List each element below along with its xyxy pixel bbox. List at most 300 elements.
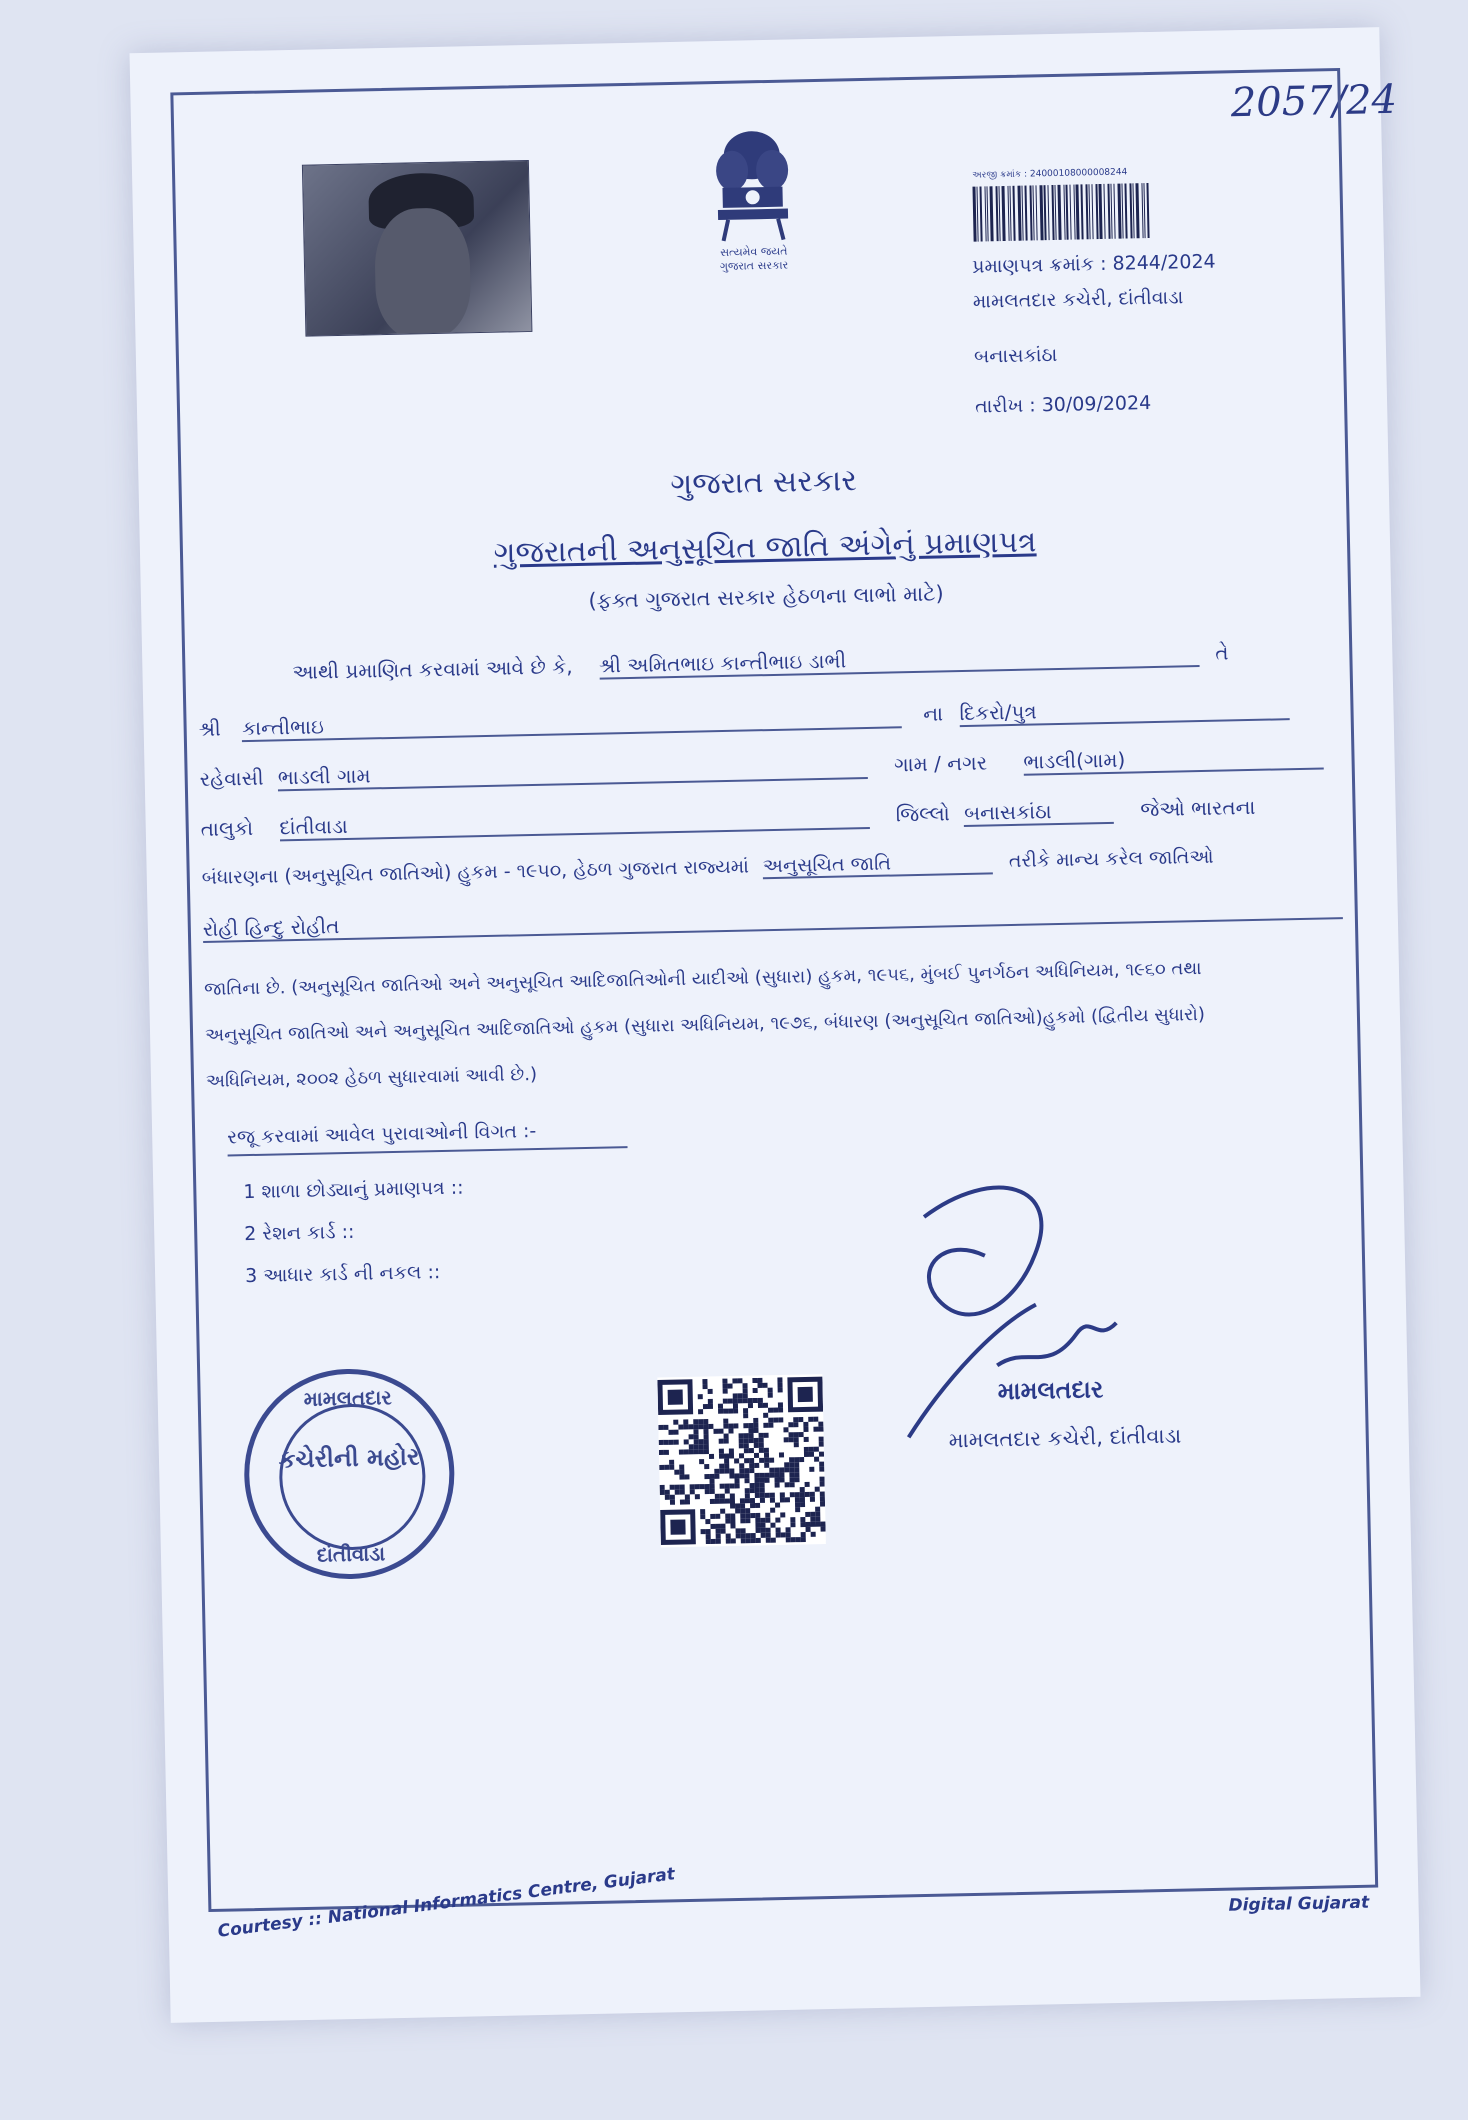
taluka-value: દાંતીવાડા [279, 813, 349, 840]
qr-module [730, 1493, 735, 1498]
qr-module [737, 1378, 742, 1383]
qr-module [766, 1533, 771, 1538]
cert-number-label: પ્રમાણપત્ર ક્રમાંક : [971, 252, 1107, 278]
qr-module [704, 1439, 709, 1444]
qr-module [815, 1487, 820, 1492]
qr-module [764, 1453, 769, 1458]
qr-module [753, 1428, 758, 1433]
qr-module [740, 1498, 745, 1503]
qr-module [798, 1387, 813, 1402]
qr-module [799, 1432, 804, 1437]
qr-module [720, 1509, 725, 1514]
qr-module [798, 1417, 803, 1422]
qr-module [724, 1434, 729, 1439]
intro-text: આથી પ્રમાણિત કરવામાં આવે છે કે, [292, 654, 573, 685]
qr-module [761, 1533, 766, 1538]
ack-label: અરજી ક્રમાંક : [972, 169, 1028, 181]
qr-module [748, 1423, 753, 1428]
qr-module [733, 1403, 738, 1408]
qr-module [729, 1453, 734, 1458]
qr-module [800, 1487, 805, 1492]
qr-module [663, 1425, 668, 1430]
barcode-bar [1001, 186, 1005, 241]
photo-face [374, 207, 472, 336]
footer-brand: Digital Gujarat [1228, 1892, 1370, 1916]
qr-module [795, 1497, 800, 1502]
qr-module [770, 1523, 775, 1528]
document-item: 3 આધાર કાર્ડ ની નકલ :: [244, 1261, 441, 1288]
qr-module [744, 1468, 749, 1473]
documents-list [243, 1167, 466, 1298]
qr-module [739, 1433, 744, 1438]
qr-module [709, 1454, 714, 1459]
qr-module [819, 1462, 824, 1467]
qr-module [770, 1508, 775, 1513]
qr-module [754, 1463, 759, 1468]
qr-module [716, 1534, 721, 1539]
qr-module [800, 1517, 805, 1522]
barcode-bar [1143, 183, 1145, 238]
qr-module [776, 1527, 781, 1532]
qr-module [769, 1458, 774, 1463]
qr-module [670, 1519, 685, 1534]
qr-module [679, 1474, 684, 1479]
qr-module [668, 1390, 683, 1405]
qr-module [699, 1444, 704, 1449]
qr-module [741, 1528, 746, 1533]
qr-module [753, 1418, 758, 1423]
qr-module [741, 1533, 746, 1538]
qr-module [684, 1474, 689, 1479]
barcode-bar [1135, 183, 1139, 238]
qr-module [755, 1523, 760, 1528]
qr-module [800, 1497, 805, 1502]
certificate-paper [130, 27, 1421, 2023]
resident-value: ભાડલી ગામ [277, 763, 371, 790]
qr-module [764, 1478, 769, 1483]
qr-module [703, 1384, 708, 1389]
qr-module [725, 1499, 730, 1504]
qr-module [749, 1448, 754, 1453]
qr-module [751, 1533, 756, 1538]
qr-module [739, 1463, 744, 1468]
qr-module [764, 1448, 769, 1453]
handwritten-reference: 2057/24 [1230, 76, 1398, 127]
te-text: તે [1214, 640, 1229, 665]
qr-module [743, 1398, 748, 1403]
cert-number: 8244/2024 [1112, 250, 1216, 275]
qr-module [730, 1513, 735, 1518]
qr-module [770, 1493, 775, 1498]
qr-module [804, 1437, 809, 1442]
legal-para-line-1: જાતિના છે. (અનુસૂચિત જાતિઓ અને અનુસૂચિત આદિજાતિઓની યાદીઓ (સુધારા) હુકમ, ૧૯૫૬, મુંબઈ પુનર્ગઠન અધિનિયમ, ૧૯૬૦ તથા [203, 958, 1202, 1000]
shri-text: શ્રી [198, 716, 221, 742]
qr-module [766, 1528, 771, 1533]
ack-number: 24000108000008244 [1029, 167, 1128, 180]
qr-module [710, 1489, 715, 1494]
qr-module [755, 1493, 760, 1498]
qr-module [784, 1467, 789, 1472]
qr-module [738, 1398, 743, 1403]
qr-module [754, 1453, 759, 1458]
barcode-bar [1091, 184, 1093, 239]
qr-module [720, 1524, 725, 1529]
qr-module [778, 1387, 783, 1392]
qr-module [706, 1534, 711, 1539]
qr-module [784, 1462, 789, 1467]
qr-module [699, 1449, 704, 1454]
qr-module [679, 1464, 684, 1469]
barcode-bar [1069, 185, 1071, 240]
qr-module [700, 1514, 705, 1519]
qr-module [673, 1430, 678, 1435]
qr-code [657, 1374, 826, 1547]
district-value: બનાસકાંઠા [963, 799, 1052, 825]
qr-module [719, 1464, 724, 1469]
government-title: ગુજરાત સરકાર [670, 463, 858, 503]
qr-module [754, 1443, 759, 1448]
seal-bottom-text: દાંતીવાડા [316, 1541, 386, 1567]
qr-module [745, 1493, 750, 1498]
qr-module [779, 1452, 784, 1457]
qr-module [789, 1472, 794, 1477]
qr-module [786, 1527, 791, 1532]
qr-module [703, 1424, 708, 1429]
qr-module [801, 1537, 806, 1542]
qr-module [728, 1408, 733, 1413]
qr-module [723, 1409, 728, 1414]
qr-module [777, 1382, 782, 1387]
qr-module [781, 1532, 786, 1537]
qr-module [698, 1409, 703, 1414]
qr-module [745, 1488, 750, 1493]
qr-module [751, 1538, 756, 1543]
qr-module [708, 1404, 713, 1409]
qr-module [728, 1428, 733, 1433]
qr-module [718, 1409, 723, 1414]
qr-module [794, 1467, 799, 1472]
qr-module [741, 1538, 746, 1543]
qr-module [788, 1422, 793, 1427]
recognised-text: તરીકે માન્ય કરેલ જાતિઓ [1008, 845, 1214, 873]
date-label: તારીખ : [974, 394, 1036, 418]
resident-label: રહેવાસી [199, 765, 264, 791]
qr-module [660, 1485, 665, 1490]
qr-module [693, 1429, 698, 1434]
barcode-bar [1098, 184, 1102, 239]
qr-module [795, 1507, 800, 1512]
signatory-title: મામલતદાર [997, 1375, 1104, 1406]
qr-module [678, 1425, 683, 1430]
qr-module [684, 1439, 689, 1444]
qr-module [709, 1479, 714, 1484]
documents-heading: રજૂ કરવામાં આવેલ પુરાવાઓની વિગત :- [227, 1118, 628, 1156]
qr-module [761, 1528, 766, 1533]
qr-module [815, 1522, 820, 1527]
qr-module [778, 1402, 783, 1407]
qr-module [790, 1517, 795, 1522]
qr-module [722, 1379, 727, 1384]
qr-module [759, 1448, 764, 1453]
qr-module [708, 1399, 713, 1404]
applicant-name: શ્રી અમિતભાઇ કાન્તીભાઇ ડાભી [598, 648, 847, 678]
qr-module [698, 1394, 703, 1399]
qr-module [810, 1517, 815, 1522]
qr-module [750, 1503, 755, 1508]
qr-module [818, 1427, 823, 1432]
caste-value: રોહી હિન્દુ રોહીત [202, 914, 340, 941]
qr-module [753, 1423, 758, 1428]
qr-module [708, 1389, 713, 1394]
qr-module [749, 1463, 754, 1468]
seal-middle-text: કચેરીની મહોર [278, 1442, 420, 1474]
qr-module [716, 1539, 721, 1544]
qr-module [759, 1473, 764, 1478]
district-field [964, 798, 1115, 827]
qr-module [723, 1384, 728, 1389]
qr-module [789, 1477, 794, 1482]
qr-module [809, 1447, 814, 1452]
qr-module [680, 1499, 685, 1504]
qr-module [759, 1443, 764, 1448]
qr-module [762, 1383, 767, 1388]
qr-module [785, 1482, 790, 1487]
issuing-office: મામલતદાર કચેરી, દાંતીવાડા [972, 286, 1184, 313]
qr-module [715, 1499, 720, 1504]
qr-module [814, 1447, 819, 1452]
qr-module [759, 1478, 764, 1483]
qr-module [760, 1493, 765, 1498]
qr-module [750, 1513, 755, 1518]
footer-courtesy: Courtesy :: National Informatics Centre, Gujarat [216, 1864, 677, 1942]
qr-module [744, 1473, 749, 1478]
qr-module [659, 1440, 664, 1445]
qr-module [766, 1538, 771, 1543]
qr-module [745, 1498, 750, 1503]
qr-module [776, 1532, 781, 1537]
barcode-bar [989, 186, 993, 241]
qr-module [740, 1518, 745, 1523]
qr-module [735, 1508, 740, 1513]
qr-module [725, 1489, 730, 1494]
barcode-bar [1132, 183, 1134, 238]
qr-module [748, 1428, 753, 1433]
qr-module [759, 1438, 764, 1443]
legal-para-line-3: અધિનિયમ, ૨૦૦૨ હેઠળ સુધારવામાં આવી છે.) [205, 1063, 538, 1092]
qr-module [779, 1472, 784, 1477]
qr-module [739, 1443, 744, 1448]
qr-module [743, 1423, 748, 1428]
qr-module [744, 1443, 749, 1448]
qr-module [731, 1538, 736, 1543]
qr-module [679, 1450, 684, 1455]
applicant-photo [302, 160, 533, 337]
qr-module [740, 1503, 745, 1508]
qr-module [748, 1398, 753, 1403]
qr-module [809, 1467, 814, 1472]
qr-module [715, 1514, 720, 1519]
legal-paragraph [204, 943, 1357, 1105]
qr-module [728, 1398, 733, 1403]
emblem-caption-1: સત્યમેવ જયતે [720, 244, 788, 259]
qr-module [748, 1403, 753, 1408]
qr-module [795, 1492, 800, 1497]
india-tail-text: જેઓ ભારતના [1140, 794, 1256, 822]
qr-module [764, 1473, 769, 1478]
qr-module [803, 1427, 808, 1432]
qr-module [794, 1472, 799, 1477]
qr-module [749, 1438, 754, 1443]
qr-module [746, 1533, 751, 1538]
qr-module [819, 1467, 824, 1472]
qr-module [733, 1408, 738, 1413]
qr-module [724, 1454, 729, 1459]
qr-module [723, 1389, 728, 1394]
qr-module [819, 1437, 824, 1442]
qr-module [728, 1423, 733, 1428]
qr-module [684, 1449, 689, 1454]
qr-module [749, 1468, 754, 1473]
qr-module [720, 1499, 725, 1504]
qr-module [734, 1478, 739, 1483]
qr-module [750, 1488, 755, 1493]
qr-module [725, 1514, 730, 1519]
qr-module [804, 1452, 809, 1457]
qr-module [694, 1439, 699, 1444]
qr-module [759, 1458, 764, 1463]
qr-module [704, 1434, 709, 1439]
qr-module [664, 1440, 669, 1445]
qr-module [773, 1408, 778, 1413]
qr-module [779, 1477, 784, 1482]
barcode-bar [1035, 185, 1037, 240]
qr-module [730, 1483, 735, 1488]
qr-module [664, 1450, 669, 1455]
qr-module [760, 1518, 765, 1523]
qr-module [794, 1462, 799, 1467]
qr-module [765, 1513, 770, 1518]
village-value: ભાડલી(ગામ) [1023, 747, 1126, 774]
qr-module [669, 1440, 674, 1445]
barcode-bar [1080, 184, 1083, 239]
qr-module [719, 1469, 724, 1474]
qr-module [740, 1508, 745, 1513]
qr-module [755, 1488, 760, 1493]
qr-module [820, 1522, 825, 1527]
qr-module [809, 1452, 814, 1457]
barcode-bar [979, 186, 982, 241]
qr-module [789, 1467, 794, 1472]
state-emblem [691, 124, 815, 301]
qr-module [815, 1512, 820, 1517]
qr-module [694, 1434, 699, 1439]
qr-module [806, 1527, 811, 1532]
relation: દિકરો/પુત્ર [959, 699, 1037, 726]
qr-module [674, 1470, 679, 1475]
qr-module [789, 1437, 794, 1442]
qr-module [680, 1489, 685, 1494]
qr-module [723, 1399, 728, 1404]
qr-module [819, 1442, 824, 1447]
category-field [763, 850, 993, 879]
qr-module [794, 1437, 799, 1442]
barcode-block [972, 164, 1273, 241]
qr-module [804, 1447, 809, 1452]
qr-module [820, 1492, 825, 1497]
qr-module [774, 1468, 779, 1473]
barcode-bar [976, 187, 978, 242]
qr-module [760, 1498, 765, 1503]
qr-module [794, 1457, 799, 1462]
qr-module [794, 1442, 799, 1447]
qr-module [775, 1517, 780, 1522]
qr-module [690, 1489, 695, 1494]
qr-module [739, 1453, 744, 1458]
qr-module [685, 1494, 690, 1499]
qr-module [664, 1465, 669, 1470]
qr-module [743, 1393, 748, 1398]
qr-module [723, 1424, 728, 1429]
barcode-bar [998, 186, 1000, 241]
qr-module [706, 1529, 711, 1534]
qr-module [754, 1438, 759, 1443]
qr-module [668, 1430, 673, 1435]
qr-module [735, 1503, 740, 1508]
qr-module [805, 1522, 810, 1527]
qr-module [705, 1484, 710, 1489]
qr-module [791, 1537, 796, 1542]
qr-module [700, 1509, 705, 1514]
qr-module [789, 1462, 794, 1467]
qr-module [745, 1508, 750, 1513]
qr-module [689, 1434, 694, 1439]
qr-module [730, 1523, 735, 1528]
qr-module [727, 1383, 732, 1388]
qr-module [698, 1419, 703, 1424]
qr-module [705, 1489, 710, 1494]
qr-module [675, 1490, 680, 1495]
qr-module [724, 1459, 729, 1464]
qr-module [704, 1444, 709, 1449]
qr-module [744, 1438, 749, 1443]
qr-module [821, 1527, 826, 1532]
qr-module [789, 1432, 794, 1437]
barcode-bar [1088, 184, 1090, 239]
qr-module [670, 1495, 675, 1500]
qr-module [756, 1528, 761, 1533]
qr-module [765, 1518, 770, 1523]
qr-module [790, 1522, 795, 1527]
qr-module [786, 1537, 791, 1542]
document-item: 2 રેશન કાર્ડ :: [244, 1220, 355, 1246]
qr-module [675, 1485, 680, 1490]
order-text: બંધારણના (અનુસૂચિત જાતિઓ) હુકમ - ૧૯૫૦, હેઠળ ગુજરાત રાજ્યમાં [201, 855, 750, 889]
qr-module [805, 1482, 810, 1487]
qr-module [799, 1457, 804, 1462]
qr-module [819, 1452, 824, 1457]
qr-module [763, 1403, 768, 1408]
qr-module [720, 1484, 725, 1489]
qr-module [780, 1492, 785, 1497]
qr-module [734, 1458, 739, 1463]
qr-module [759, 1433, 764, 1438]
qr-module [694, 1444, 699, 1449]
qr-module [690, 1484, 695, 1489]
qr-module [743, 1413, 748, 1418]
barcode-bar [1009, 186, 1011, 241]
barcode-bar [1124, 183, 1127, 238]
qr-module [774, 1478, 779, 1483]
